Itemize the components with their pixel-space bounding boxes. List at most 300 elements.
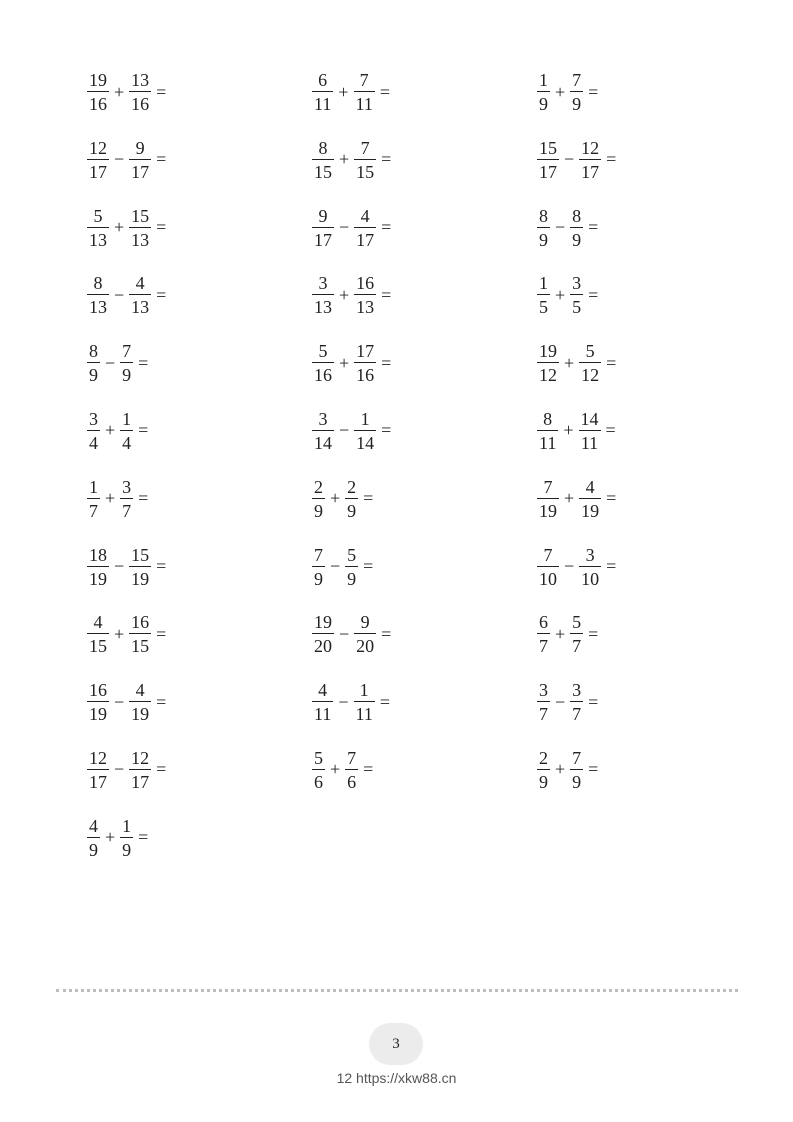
equals-sign: = <box>156 623 167 644</box>
denominator: 7 <box>87 498 100 520</box>
problem-item <box>313 138 538 182</box>
operator: − <box>114 556 125 577</box>
problem-item <box>538 273 728 317</box>
operator: + <box>563 420 574 441</box>
numerator: 7 <box>360 137 370 158</box>
denominator: 9 <box>345 498 358 520</box>
fraction-a <box>538 139 558 181</box>
fraction-a <box>313 71 332 113</box>
fraction-a <box>88 207 108 249</box>
fraction-a <box>88 139 108 181</box>
equals-sign: = <box>156 284 167 305</box>
fraction-b <box>571 274 582 316</box>
numerator: 3 <box>318 408 328 429</box>
equals-sign: = <box>381 623 392 644</box>
operator: − <box>338 691 349 712</box>
denominator: 16 <box>87 91 109 113</box>
numerator: 2 <box>539 747 548 768</box>
operator: + <box>555 623 566 644</box>
fraction-b <box>571 681 582 723</box>
numerator: 7 <box>314 544 323 565</box>
numerator: 7 <box>572 70 582 90</box>
problem-item <box>313 477 538 521</box>
denominator: 5 <box>537 294 550 316</box>
equals-sign: = <box>363 759 374 780</box>
denominator: 17 <box>579 159 601 181</box>
numerator: 3 <box>89 408 98 429</box>
problem-item <box>313 206 538 250</box>
denominator: 17 <box>537 159 559 181</box>
equals-sign: = <box>606 149 617 170</box>
denominator: 19 <box>537 498 559 520</box>
operator: + <box>330 488 341 509</box>
numerator: 7 <box>543 544 553 565</box>
problem-item <box>313 748 538 792</box>
numerator: 5 <box>93 205 103 226</box>
numerator: 15 <box>131 544 150 565</box>
denominator: 17 <box>129 159 151 181</box>
denominator: 9 <box>312 498 325 520</box>
denominator: 13 <box>129 294 151 316</box>
numerator: 5 <box>572 612 582 633</box>
equals-sign: = <box>156 81 167 102</box>
denominator: 20 <box>354 633 376 655</box>
problem-item <box>313 409 538 453</box>
denominator: 7 <box>537 633 550 655</box>
denominator: 7 <box>570 633 583 655</box>
numerator: 2 <box>347 476 357 497</box>
fraction-a <box>538 342 558 384</box>
denominator: 11 <box>312 701 333 723</box>
operator: + <box>114 623 125 644</box>
numerator: 5 <box>347 544 357 565</box>
operator: − <box>339 217 350 238</box>
denominator: 13 <box>354 294 376 316</box>
operator: − <box>564 556 575 577</box>
denominator: 17 <box>312 227 334 249</box>
equals-sign: = <box>138 827 149 848</box>
operator: − <box>105 352 116 373</box>
numerator: 17 <box>356 341 375 362</box>
denominator: 9 <box>570 227 583 249</box>
denominator: 17 <box>87 769 109 791</box>
problem-item <box>538 206 728 250</box>
problem-item <box>88 612 313 656</box>
numerator: 1 <box>122 408 132 429</box>
denominator: 16 <box>354 362 376 384</box>
fraction-a <box>538 274 549 316</box>
fraction-a <box>313 478 324 520</box>
numerator: 9 <box>360 612 370 633</box>
operator: + <box>114 217 125 238</box>
equals-sign: = <box>588 284 599 305</box>
denominator: 13 <box>87 227 109 249</box>
numerator: 4 <box>135 680 145 701</box>
problem-item <box>313 341 538 385</box>
denominator: 14 <box>354 430 376 452</box>
operator: + <box>330 759 341 780</box>
denominator: 4 <box>120 430 133 452</box>
numerator: 1 <box>539 273 548 294</box>
equals-sign: = <box>588 691 599 712</box>
operator: − <box>114 759 125 780</box>
numerator: 3 <box>572 273 582 294</box>
numerator: 14 <box>580 408 599 429</box>
denominator: 9 <box>570 769 583 791</box>
problem-item <box>88 748 313 792</box>
operator: + <box>114 81 125 102</box>
denominator: 15 <box>312 159 334 181</box>
operator: + <box>338 81 349 102</box>
denominator: 6 <box>345 769 358 791</box>
denominator: 9 <box>120 837 133 859</box>
denominator: 13 <box>312 294 334 316</box>
numerator: 9 <box>318 205 328 226</box>
numerator: 4 <box>318 680 328 701</box>
fraction-b <box>571 613 582 655</box>
fraction-b <box>571 749 582 791</box>
page-number: 3 <box>392 1035 400 1052</box>
operator: − <box>114 149 125 170</box>
denominator: 15 <box>354 159 376 181</box>
denominator: 11 <box>312 91 333 113</box>
equals-sign: = <box>588 217 599 238</box>
denominator: 15 <box>87 633 109 655</box>
numerator: 8 <box>543 408 553 429</box>
fraction-b <box>121 817 132 859</box>
fraction-a <box>538 478 558 520</box>
fraction-b <box>571 207 582 249</box>
operator: − <box>330 556 341 577</box>
denominator: 19 <box>579 498 601 520</box>
operator: − <box>114 691 125 712</box>
fraction-b <box>130 274 150 316</box>
numerator: 8 <box>93 273 103 294</box>
numerator: 15 <box>131 205 150 226</box>
operator: − <box>555 691 566 712</box>
equals-sign: = <box>381 284 392 305</box>
fraction-a <box>88 546 108 588</box>
fraction-a <box>538 613 549 655</box>
equals-sign: = <box>606 556 617 577</box>
denominator: 19 <box>87 701 109 723</box>
problem-item <box>538 341 728 385</box>
problem-item <box>538 409 728 453</box>
operator: + <box>555 81 566 102</box>
operator: + <box>555 759 566 780</box>
equals-sign: = <box>588 623 599 644</box>
denominator: 5 <box>570 294 583 316</box>
fraction-a <box>88 71 108 113</box>
denominator: 17 <box>87 159 109 181</box>
fraction-a <box>88 342 99 384</box>
equals-sign: = <box>138 420 149 441</box>
numerator: 7 <box>572 747 582 768</box>
fraction-a <box>88 613 108 655</box>
equals-sign: = <box>156 691 167 712</box>
fraction-a <box>538 681 549 723</box>
numerator: 3 <box>122 476 132 497</box>
denominator: 11 <box>354 701 375 723</box>
denominator: 15 <box>129 633 151 655</box>
fraction-b <box>580 546 600 588</box>
problem-item <box>88 206 313 250</box>
fraction-b <box>130 613 150 655</box>
problem-item <box>88 409 313 453</box>
problem-item <box>88 545 313 589</box>
numerator: 5 <box>314 747 323 768</box>
fraction-b <box>355 342 375 384</box>
fraction-a <box>88 749 108 791</box>
operator: − <box>339 623 350 644</box>
denominator: 16 <box>129 91 151 113</box>
fraction-b <box>130 139 150 181</box>
equals-sign: = <box>588 759 599 780</box>
problem-grid <box>88 70 728 884</box>
denominator: 17 <box>129 769 151 791</box>
numerator: 6 <box>539 612 548 633</box>
fraction-b <box>121 342 132 384</box>
fraction-a <box>88 410 99 452</box>
numerator: 8 <box>89 341 98 362</box>
fraction-a <box>88 274 108 316</box>
operator: + <box>105 827 116 848</box>
fraction-b <box>355 274 375 316</box>
equals-sign: = <box>379 691 390 712</box>
numerator: 16 <box>131 612 150 633</box>
numerator: 1 <box>359 680 369 701</box>
equals-sign: = <box>381 420 392 441</box>
fraction-a <box>88 478 99 520</box>
fraction-b <box>346 546 357 588</box>
fraction-a <box>313 207 333 249</box>
operator: + <box>339 149 350 170</box>
fraction-b <box>571 71 582 113</box>
fraction-b <box>355 613 375 655</box>
denominator: 9 <box>345 566 358 588</box>
operator: + <box>105 488 116 509</box>
fraction-b <box>580 342 600 384</box>
operator: − <box>555 217 566 238</box>
fraction-a <box>313 681 332 723</box>
problem-item <box>88 477 313 521</box>
operator: + <box>564 488 575 509</box>
equals-sign: = <box>363 488 374 509</box>
numerator: 9 <box>135 137 145 158</box>
fraction-b <box>355 139 375 181</box>
equals-sign: = <box>138 488 149 509</box>
numerator: 4 <box>135 273 145 294</box>
numerator: 4 <box>93 612 103 633</box>
denominator: 6 <box>312 769 325 791</box>
page-number-badge <box>369 1023 423 1065</box>
fraction-a <box>538 410 557 452</box>
numerator: 3 <box>572 680 582 701</box>
denominator: 13 <box>129 227 151 249</box>
denominator: 11 <box>354 91 375 113</box>
equals-sign: = <box>606 488 617 509</box>
numerator: 4 <box>360 205 370 226</box>
numerator: 4 <box>585 476 595 497</box>
equals-sign: = <box>381 352 392 373</box>
numerator: 19 <box>314 612 332 633</box>
fraction-b <box>346 749 357 791</box>
problem-item <box>538 138 728 182</box>
numerator: 16 <box>89 680 107 701</box>
denominator: 9 <box>570 91 583 113</box>
operator: + <box>555 284 566 305</box>
problem-item <box>88 680 313 724</box>
problem-item <box>88 341 313 385</box>
numerator: 6 <box>318 70 328 90</box>
denominator: 9 <box>87 837 100 859</box>
equals-sign: = <box>381 217 392 238</box>
denominator: 12 <box>579 362 601 384</box>
denominator: 12 <box>537 362 559 384</box>
fraction-b <box>346 478 357 520</box>
problem-item <box>538 545 728 589</box>
fraction-b <box>580 410 600 452</box>
equals-sign: = <box>379 81 390 102</box>
numerator: 4 <box>89 815 98 836</box>
fraction-b <box>121 478 132 520</box>
problem-item <box>538 748 728 792</box>
numerator: 8 <box>539 205 548 226</box>
fraction-a <box>538 71 549 113</box>
fraction-b <box>355 71 374 113</box>
fraction-b <box>130 749 150 791</box>
footer-text: 12 https://xkw88.cn <box>336 1070 457 1086</box>
denominator: 9 <box>537 227 550 249</box>
operator: + <box>339 284 350 305</box>
numerator: 3 <box>318 273 328 294</box>
denominator: 9 <box>120 362 133 384</box>
numerator: 8 <box>318 137 328 158</box>
denominator: 13 <box>87 294 109 316</box>
equals-sign: = <box>156 217 167 238</box>
numerator: 12 <box>89 137 107 158</box>
problem-item <box>88 138 313 182</box>
numerator: 15 <box>539 137 557 158</box>
fraction-b <box>130 71 150 113</box>
numerator: 2 <box>314 476 323 497</box>
equals-sign: = <box>605 420 616 441</box>
operator: − <box>564 149 575 170</box>
dotted-divider <box>56 989 738 992</box>
numerator: 1 <box>360 408 370 429</box>
equals-sign: = <box>606 352 617 373</box>
numerator: 12 <box>131 747 150 768</box>
problem-item <box>538 612 728 656</box>
fraction-a <box>538 207 549 249</box>
problem-item <box>313 612 538 656</box>
denominator: 9 <box>537 769 550 791</box>
numerator: 1 <box>539 70 548 90</box>
fraction-b <box>580 478 600 520</box>
problem-item <box>88 273 313 317</box>
problem-item <box>313 680 538 724</box>
numerator: 3 <box>539 680 548 701</box>
denominator: 9 <box>537 91 550 113</box>
fraction-b <box>355 410 375 452</box>
operator: + <box>564 352 575 373</box>
denominator: 11 <box>537 430 558 452</box>
problem-item <box>88 816 313 860</box>
equals-sign: = <box>138 352 149 373</box>
denominator: 9 <box>312 566 325 588</box>
operator: + <box>339 352 350 373</box>
fraction-a <box>88 817 99 859</box>
equals-sign: = <box>588 81 599 102</box>
fraction-a <box>313 342 333 384</box>
numerator: 5 <box>318 341 328 362</box>
denominator: 7 <box>570 701 583 723</box>
numerator: 7 <box>543 476 553 497</box>
numerator: 12 <box>581 137 600 158</box>
denominator: 16 <box>312 362 334 384</box>
numerator: 16 <box>356 273 375 294</box>
problem-item <box>538 70 728 114</box>
fraction-b <box>121 410 132 452</box>
numerator: 19 <box>539 341 557 362</box>
fraction-a <box>313 749 324 791</box>
fraction-b <box>130 546 150 588</box>
problem-item <box>538 477 728 521</box>
denominator: 7 <box>537 701 550 723</box>
fraction-a <box>88 681 108 723</box>
fraction-b <box>580 139 600 181</box>
fraction-a <box>313 613 333 655</box>
numerator: 7 <box>122 341 132 362</box>
operator: + <box>105 420 116 441</box>
problem-item <box>313 70 538 114</box>
numerator: 8 <box>572 205 582 226</box>
fraction-b <box>355 681 374 723</box>
operator: − <box>339 420 350 441</box>
fraction-a <box>538 546 558 588</box>
fraction-a <box>313 274 333 316</box>
equals-sign: = <box>381 149 392 170</box>
numerator: 12 <box>89 747 107 768</box>
equals-sign: = <box>363 556 374 577</box>
equals-sign: = <box>156 759 167 780</box>
fraction-b <box>130 207 150 249</box>
fraction-b <box>130 681 150 723</box>
denominator: 10 <box>537 566 559 588</box>
fraction-a <box>313 546 324 588</box>
denominator: 11 <box>579 430 601 452</box>
equals-sign: = <box>156 149 167 170</box>
denominator: 9 <box>87 362 100 384</box>
problem-item <box>313 545 538 589</box>
fraction-a <box>313 139 333 181</box>
problem-item <box>538 680 728 724</box>
denominator: 10 <box>579 566 601 588</box>
fraction-b <box>355 207 375 249</box>
denominator: 4 <box>87 430 100 452</box>
fraction-a <box>538 749 549 791</box>
denominator: 17 <box>354 227 376 249</box>
numerator: 1 <box>89 476 98 497</box>
denominator: 20 <box>312 633 334 655</box>
numerator: 18 <box>89 544 107 565</box>
operator: − <box>114 284 125 305</box>
numerator: 5 <box>585 341 595 362</box>
numerator: 3 <box>585 544 595 565</box>
numerator: 1 <box>122 815 132 836</box>
numerator: 7 <box>359 70 369 90</box>
numerator: 19 <box>89 70 107 90</box>
